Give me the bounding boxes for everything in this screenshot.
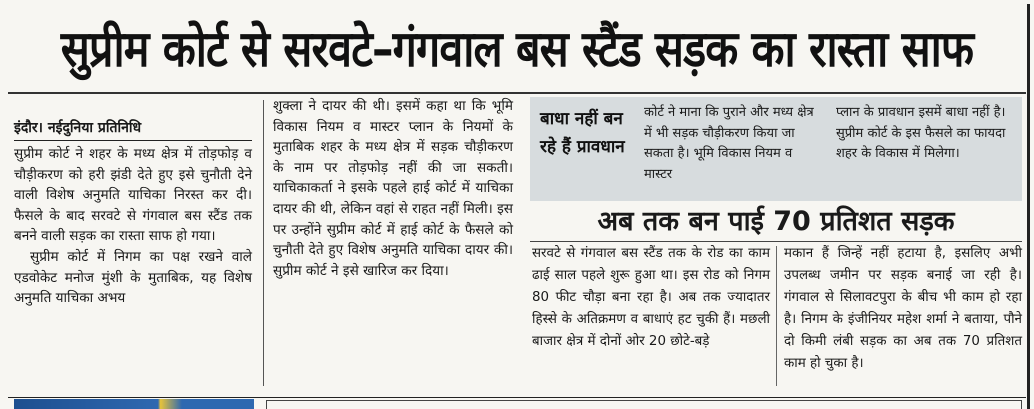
article-column-4: मकान हैं जिन्हें नहीं हटाया है, इसलिए अभी उपलब्ध जमीन पर सड़क बनाई जा रही है। गंगवाल से सिलावटपुरा के बीच भी काम हो रहा है। निगम के इंजीनियर महेश शर्मा ने बताया, पौने दो किमी लंबी सड़क का अब तक 70 प्रतिशत काम हो चुका है। — [784, 246, 1022, 371]
adjacent-article-frame — [266, 400, 1022, 409]
article-column-1 — [14, 144, 252, 309]
column-divider — [263, 100, 264, 386]
paragraph: शुक्ला ने दायर की थी। इसमें कहा था कि भूमि विकास नियम व मास्टर प्लान के नियमों के मुताबिक शहर के मध्य क्षेत्र में सड़क चौड़ीकरण के नाम पर तोड़फोड़ नहीं की जा सकती। याचिकाकर्ता ने इसके पहले हाई कोर्ट में याचिका दायर की थी, लेकिन वहां से राहत नहीं मिली। इस पर उन्होंने सुप्रीम कोर्ट में हाई कोर्ट के फैसले को चुनौती देते हुए विशेष अनुमति याचिका दायर की। सुप्रीम कोर्ट ने इसे खारिज कर दिया। — [273, 98, 513, 279]
column-divider — [776, 246, 777, 386]
bottom-divider — [8, 397, 1026, 398]
subheadline: अब तक बन पाई 70 प्रतिशत सड़क — [597, 206, 955, 237]
headline: सुप्रीम कोर्ट से सरवटे–गंगवाल बस स्टैंड सड़क का रास्ता साफ — [60, 20, 974, 78]
paragraph: सुप्रीम कोर्ट ने शहर के मध्य क्षेत्र में तोड़फोड़ व चौड़ीकरण को हरी झंडी देते हुए इसे चुनौती देने वाली विशेष अनुमति याचिका निरस्त कर दी। फैसले के बाद सरवटे से गंगवाल बस स्टैंड तक बनने वाली सड़क का रास्ता साफ हो गया। — [14, 146, 252, 245]
paragraph: सुप्रीम कोर्ट में निगम का पक्ष रखने वाले एडवोकेट मनोज मुंशी के मुताबिक, यह विशेष अनुमति याचिका अभय — [14, 248, 252, 307]
adjacent-image-strip — [14, 399, 254, 409]
headline-divider — [8, 92, 1026, 94]
subhead-divider — [530, 241, 1022, 242]
info-box-text-2: प्लान के प्रावधान इसमें बाधा नहीं है। सुप्रीम कोर्ट के इस फैसले का फायदा शहर के विकास में मिलेगा। — [836, 105, 1006, 161]
byline: इंदौर। नईदुनिया प्रतिनिधि — [14, 118, 252, 141]
article-column-2 — [273, 96, 513, 281]
right-border — [1027, 4, 1030, 409]
article-column-3: सरवटे से गंगवाल बस स्टैंड तक के रोड का काम ढाई साल पहले शुरू हुआ था। इस रोड को निगम 80 फीट चौड़ा बना रहा है। अब तक ज्यादातर हिस्से के अतिक्रमण व बाधाएं हट चुकी हैं। मछली बाजार क्षेत्र में दोनों ओर 20 छोटे-बड़े — [532, 246, 770, 349]
info-box — [530, 97, 1022, 201]
info-box-title: बाधा नहीं बन रहे हैं प्रावधान — [540, 109, 625, 157]
info-box-text-1: कोर्ट ने माना कि पुराने और मध्य क्षेत्र में भी सड़क चौड़ीकरण किया जा सकता है। भूमि विकास नियम व मास्टर — [644, 105, 814, 182]
